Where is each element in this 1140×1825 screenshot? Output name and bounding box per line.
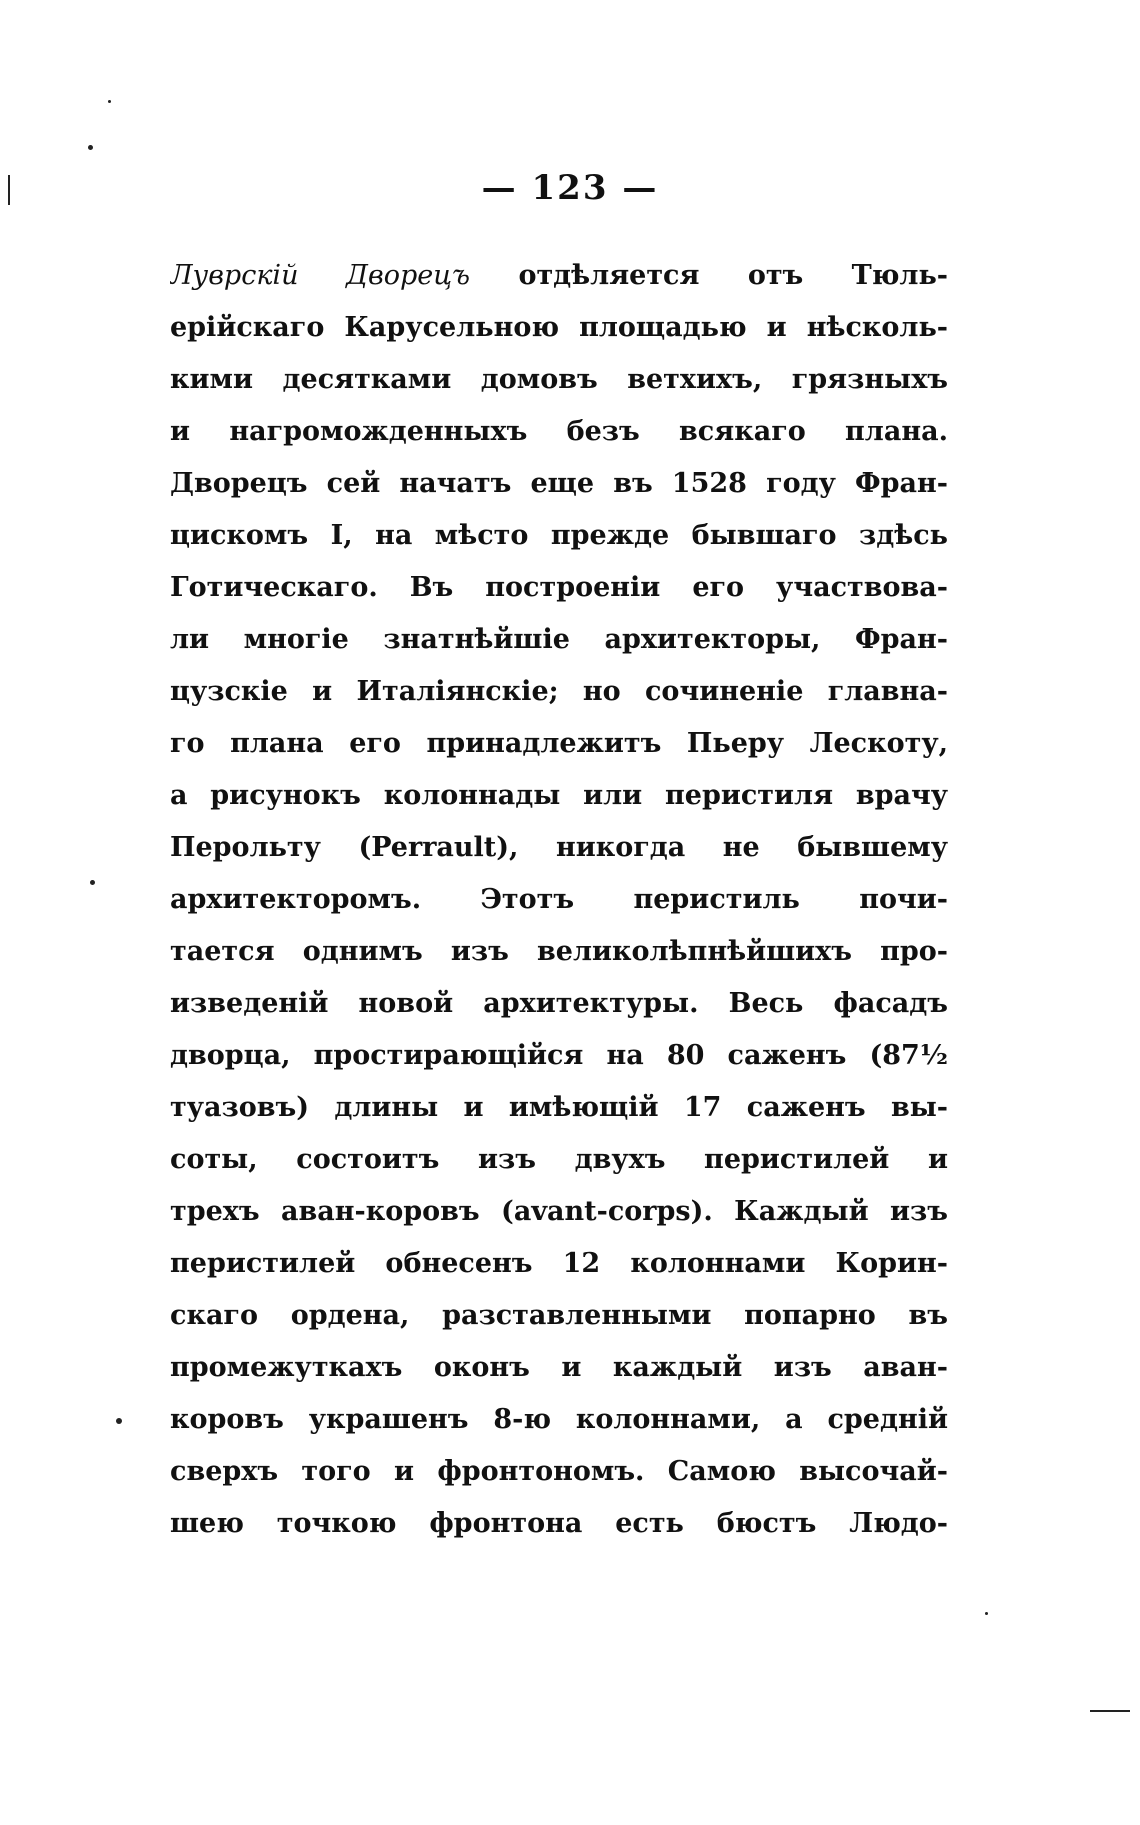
first-line-rest: отдѣляется отъ Тюль- <box>518 260 948 291</box>
text-line: кими десятками домовъ ветхихъ, грязныхъ <box>170 364 948 395</box>
scan-speck <box>88 145 93 150</box>
body-text <box>170 250 948 1550</box>
text-line: а рисунокъ колоннады или перистиля врачу <box>170 780 948 811</box>
scan-edge-line <box>1090 1710 1130 1712</box>
scan-speck <box>108 100 111 103</box>
text-line: дворца, простирающійся на 80 саженъ (87½ <box>170 1040 948 1071</box>
scan-edge-line <box>8 175 10 205</box>
text-line: Дворецъ сей начатъ еще въ 1528 году Фран- <box>170 468 948 499</box>
scan-speck <box>985 1612 988 1615</box>
text-line: ли многіе знатнѣйшіе архитекторы, Фран- <box>170 624 948 655</box>
text-line: архитекторомъ. Этотъ перистиль почи- <box>170 884 948 915</box>
text-line: туазовъ) длины и имѣющій 17 саженъ вы- <box>170 1092 948 1123</box>
scan-speck <box>90 880 95 885</box>
text-line <box>170 250 948 302</box>
scan-speck <box>116 1418 122 1424</box>
text-line: трехъ аван-коровъ (avant-corps). Каждый изъ <box>170 1196 948 1227</box>
page-number: — 123 — <box>481 168 659 208</box>
text-line: промежуткахъ оконъ и каждый изъ аван- <box>170 1352 948 1383</box>
text-line: тается однимъ изъ великолѣпнѣйшихъ про- <box>170 936 948 967</box>
text-line: коровъ украшенъ 8-ю колоннами, а среднiй <box>170 1404 948 1435</box>
text-line: цискомъ I, на мѣсто прежде бывшаго здѣсь <box>170 520 948 551</box>
text-line: перистилей обнесенъ 12 колоннами Корин- <box>170 1248 948 1279</box>
italic-lead: Луврскій Дворецъ <box>170 260 471 291</box>
text-line: скаго ордена, разставленными попарно въ <box>170 1300 948 1331</box>
text-line: сверхъ того и фронтономъ. Самою высочай- <box>170 1456 948 1487</box>
text-line: го плана его принадлежитъ Пьеру Лескоту, <box>170 728 948 759</box>
text-line: Перольту (Perrault), никогда не бывшему <box>170 832 948 863</box>
text-line: Готическаго. Въ построеніи его участвова- <box>170 572 948 603</box>
text-line: шею точкою фронтона есть бюстъ Людо- <box>170 1508 948 1539</box>
text-line: соты, состоитъ изъ двухъ перистилей и <box>170 1144 948 1175</box>
text-line: ерійскаго Карусельною площадью и нѣсколь- <box>170 312 948 343</box>
text-line: изведеній новой архитектуры. Весь фасадъ <box>170 988 948 1019</box>
text-line: цузскіе и Италіянскіе; но сочиненіе главна- <box>170 676 948 707</box>
text-line: и нагроможденныхъ безъ всякаго плана. <box>170 416 948 447</box>
